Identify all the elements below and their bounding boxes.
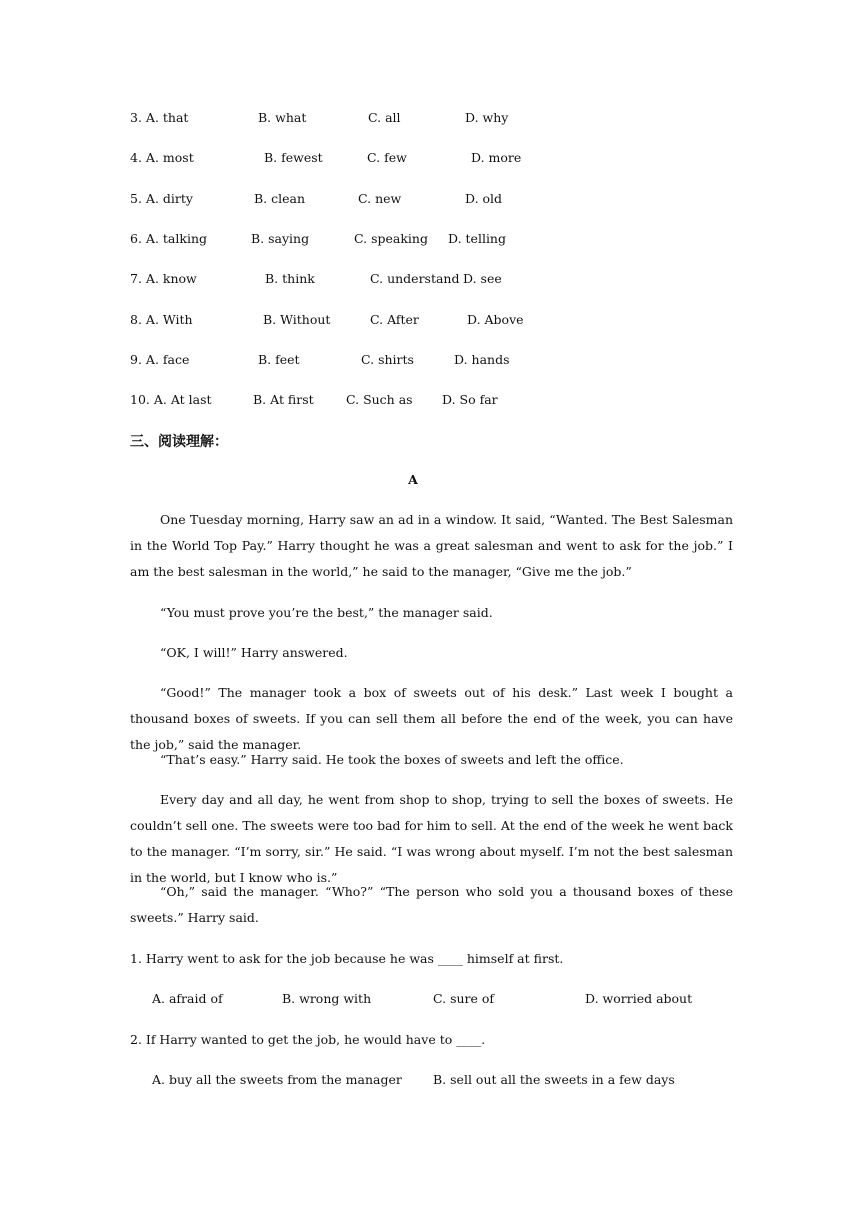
question-number: 3.	[130, 110, 142, 125]
option-c: C. new	[358, 191, 402, 206]
passage-paragraph: “Good!” The manager took a box of sweets out of his desk.” Last week I bought a thousand boxes of sweets. If you can sell them all before the end of the week, you can have the job,” said the manager.	[130, 685, 733, 752]
option-b: B. think	[265, 271, 315, 286]
option-d: D. telling	[448, 231, 506, 246]
option-b: B. saying	[251, 231, 310, 246]
passage-paragraph: “That’s easy.” Harry said. He took the boxes of sweets and left the office.	[160, 752, 624, 767]
cloze-option-row	[130, 191, 730, 209]
option-c: C. understand	[370, 271, 460, 286]
question-number: 9.	[130, 352, 142, 367]
option-c: C. shirts	[361, 352, 414, 367]
option-a	[130, 271, 197, 286]
passage-paragraph: Every day and all day, he went from shop to shop, trying to sell the boxes of sweets. He couldn’t sell one. The sweets were too bad for him to sell. At the end of the week he went back to the manager. “I’m sorry, sir.” He said. “I was wrong about myself. I’m not the best salesman in the world, but I know who is.”	[130, 792, 733, 885]
option-d: D. more	[471, 150, 522, 165]
option-b: B. clean	[254, 191, 306, 206]
option-a	[130, 150, 194, 165]
option-a	[130, 392, 212, 407]
question-number: 4.	[130, 150, 142, 165]
question-option: D. worried about	[585, 991, 693, 1006]
question-number: 5.	[130, 191, 142, 206]
option-c: C. Such as	[346, 392, 413, 407]
option-b: B. Without	[263, 312, 331, 327]
option-a	[130, 231, 207, 246]
cloze-option-row	[130, 392, 730, 410]
option-a-text: A. most	[145, 150, 194, 165]
question-option: A. buy all the sweets from the manager	[152, 1072, 402, 1087]
cloze-option-row	[130, 312, 730, 330]
option-c: C. speaking	[354, 231, 428, 246]
cloze-option-row	[130, 271, 730, 289]
option-d: D. Above	[467, 312, 524, 327]
option-a-text: A. talking	[145, 231, 207, 246]
option-a-text: A. know	[145, 271, 197, 286]
question-option: B. wrong with	[282, 991, 372, 1006]
option-a-text: A. At last	[153, 392, 212, 407]
option-b: B. At first	[253, 392, 314, 407]
option-a	[130, 352, 189, 367]
option-d: D. hands	[454, 352, 510, 367]
option-b: B. fewest	[264, 150, 323, 165]
question-option: B. sell out all the sweets in a few days	[433, 1072, 675, 1087]
cloze-option-row	[130, 150, 730, 168]
question-number: 7.	[130, 271, 142, 286]
option-a	[130, 312, 193, 327]
section-heading: 三、阅读理解：	[130, 434, 228, 450]
question-number: 6.	[130, 231, 142, 246]
option-d: D. old	[465, 191, 503, 206]
question-number: 10.	[130, 392, 150, 407]
question-number: 8.	[130, 312, 142, 327]
option-b: B. what	[258, 110, 307, 125]
cloze-option-row	[130, 110, 730, 128]
option-d: D. why	[465, 110, 509, 125]
option-a-text: A. that	[145, 110, 189, 125]
option-a-text: A. face	[145, 352, 190, 367]
cloze-option-row	[130, 352, 730, 370]
cloze-option-row	[130, 231, 730, 249]
question-stem: 2. If Harry wanted to get the job, he would have to ____.	[130, 1032, 486, 1047]
passage-paragraph: One Tuesday morning, Harry saw an ad in a window. It said, “Wanted. The Best Salesman in the World Top Pay.” Harry thought he was a great salesman and went to ask for the job.” I am the best salesman in the world,” he said to the manager, “Give me the job.”	[130, 512, 733, 579]
passage-title: A	[408, 472, 418, 487]
option-a-text: A. With	[145, 312, 193, 327]
option-a	[130, 110, 188, 125]
passage-paragraph: “OK, I will!” Harry answered.	[160, 645, 348, 660]
option-d: D. So far	[442, 392, 498, 407]
option-d: D. see	[463, 271, 502, 286]
option-c: C. few	[367, 150, 407, 165]
passage-paragraph: “Oh,” said the manager. “Who?” “The person who sold you a thousand boxes of these sweets.” Harry said.	[130, 884, 733, 925]
option-b: B. feet	[258, 352, 300, 367]
option-c: C. After	[370, 312, 419, 327]
option-a	[130, 191, 193, 206]
question-stem: 1. Harry went to ask for the job because he was ____ himself at first.	[130, 951, 564, 966]
option-a-text: A. dirty	[145, 191, 193, 206]
passage-paragraph: “You must prove you’re the best,” the manager said.	[160, 605, 493, 620]
question-option: A. afraid of	[152, 991, 223, 1006]
question-option: C. sure of	[433, 991, 495, 1006]
option-c: C. all	[368, 110, 401, 125]
